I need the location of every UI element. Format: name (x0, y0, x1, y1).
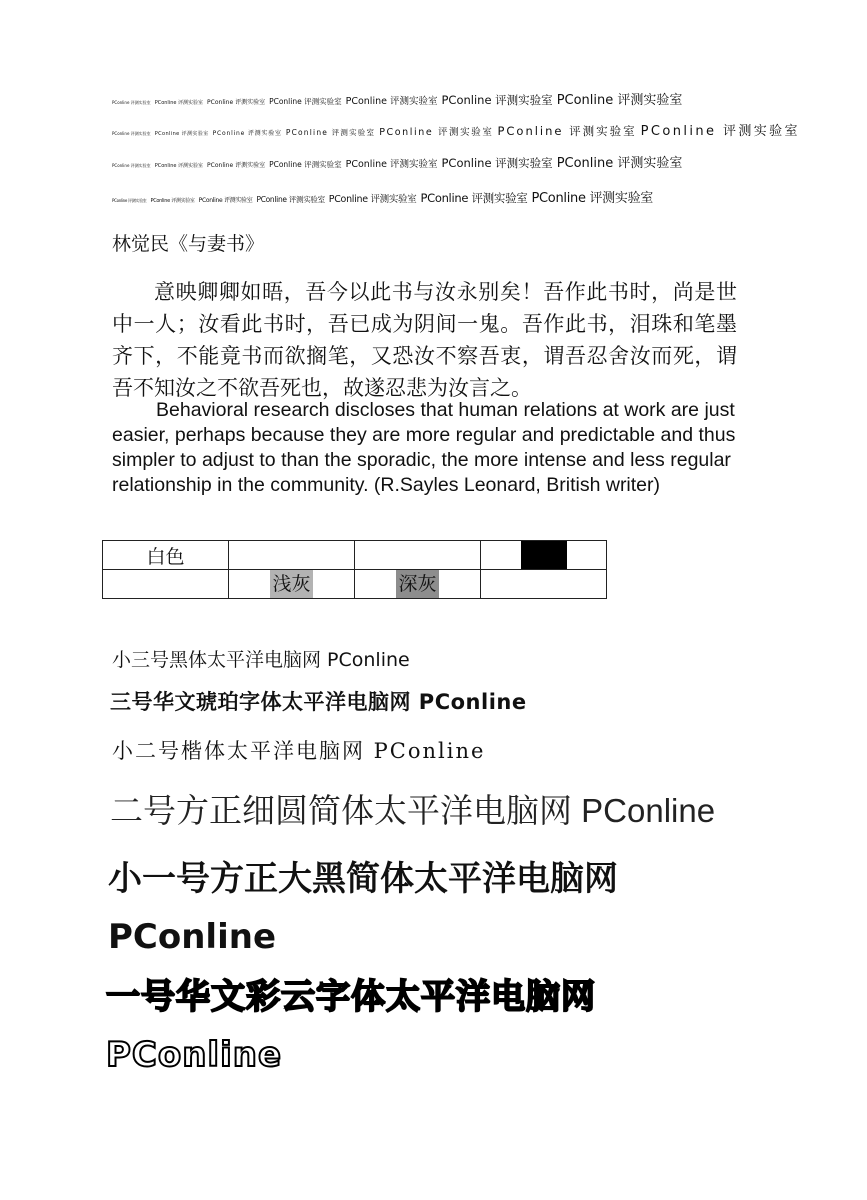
letter-title: 林觉民《与妻书》 (112, 233, 265, 255)
font-size-test-segment: PConline 评测实验室 (112, 198, 147, 203)
font-size-test-row-2 (112, 123, 800, 139)
chinese-paragraph (112, 276, 737, 404)
font-sample-kaiti: 小二号楷体太平洋电脑网 PConline (112, 739, 486, 763)
table-row (103, 541, 607, 570)
font-size-test-segment: PConline 评测实验室 (207, 99, 266, 106)
table-cell (103, 570, 229, 599)
table-cell (481, 570, 607, 599)
font-size-test-segment: PConline 评测实验室 (556, 156, 683, 171)
black-swatch (521, 541, 567, 569)
font-size-test-segment: PConline 评测实验室 (256, 195, 325, 204)
font-size-test-segment: PConline 评测实验室 (345, 159, 438, 170)
font-size-test-segment: PConline 评测实验室 (150, 198, 195, 204)
font-size-test-segment: PConline 评测实验室 (198, 197, 253, 204)
font-size-test-row-1 (112, 92, 732, 106)
table-cell (355, 541, 481, 570)
font-size-test-segment: PConline 评测实验室 (269, 160, 342, 169)
font-size-test-segment: PConline 评测实验室 (441, 93, 553, 107)
font-size-test-row-3 (112, 155, 732, 169)
font-size-test-segment: PConline 评测实验室 (154, 131, 209, 137)
font-size-test-segment: PConline 评测实验室 (112, 163, 151, 168)
dark-gray-label: 深灰 (396, 570, 438, 598)
light-gray-label: 浅灰 (270, 570, 312, 598)
gray-level-table (102, 540, 607, 599)
font-sample-heiti: 小三号黑体太平洋电脑网 PConline (112, 649, 410, 671)
font-sample-amber: 三号华文琥珀字体太平洋电脑网 PConline (110, 690, 527, 714)
table-row (103, 570, 607, 599)
font-size-test-segment: PConline 评测实验室 (154, 163, 204, 169)
font-size-test-segment: PConline 评测实验室 (269, 97, 342, 106)
font-sample-thin-round: 二号方正细圆简体太平洋电脑网 PConline (110, 792, 716, 829)
font-size-test-segment: PConline 评测实验室 (497, 124, 637, 138)
font-size-test-segment: PConline 评测实验室 (379, 127, 494, 138)
font-size-test-segment: PConline 评测实验室 (112, 100, 151, 105)
font-size-test-segment: PConline 评测实验室 (207, 162, 266, 169)
font-size-test-segment: PConline 评测实验室 (345, 96, 438, 107)
table-cell-black (481, 541, 607, 570)
table-cell (229, 541, 355, 570)
font-size-test-segment: PConline 评测实验室 (212, 130, 282, 137)
font-size-test-segment: PConline 评测实验室 (531, 191, 653, 206)
font-sample-caiyun: 一号华文彩云字体太平洋电脑网 PConline (106, 977, 596, 1075)
font-size-test-row-4 (112, 190, 732, 204)
font-size-test-segment: PConline 评测实验室 (112, 131, 151, 136)
table-cell-white (103, 541, 229, 570)
font-size-test-segment: PConline 评测实验室 (556, 93, 683, 108)
font-size-test-segment: PConline 评测实验室 (328, 194, 417, 205)
font-size-test-segment: PConline 评测实验室 (285, 128, 376, 137)
font-size-test-segment: PConline 评测实验室 (154, 100, 204, 106)
chinese-paragraph-text: 意映卿卿如晤，吾今以此书与汝永别矣！吾作此书时，尚是世中一人；汝看此书时，吾已成为阴间一鬼。吾作此书，泪珠和笔墨齐下，不能竟书而欲搁笔，又恐汝不察吾衷，谓吾忍舍汝而死，谓吾不知汝之不欲吾死也，故遂忍悲为汝言之。 (112, 280, 737, 400)
font-size-test-segment: PConline 评测实验室 (420, 191, 528, 205)
font-size-test-segment: PConline 评测实验室 (441, 156, 553, 170)
white-label: 白色 (146, 545, 185, 568)
english-paragraph (112, 398, 737, 498)
table-cell-light-gray (229, 570, 355, 599)
english-paragraph-text: Behavioral research discloses that human relations at work are just easier, perhaps because they are more regular and predictable and thus simpler to adjust to than the sporadic, the more intense and less regular relationship in the community. (R.Sayles Leonard, British writer) (112, 399, 736, 496)
font-sample-big-black: 小一号方正大黑简体太平洋电脑网 PConline (108, 859, 618, 957)
table-cell-dark-gray (355, 570, 481, 599)
font-size-test-segment: PConline 评测实验室 (640, 124, 800, 139)
